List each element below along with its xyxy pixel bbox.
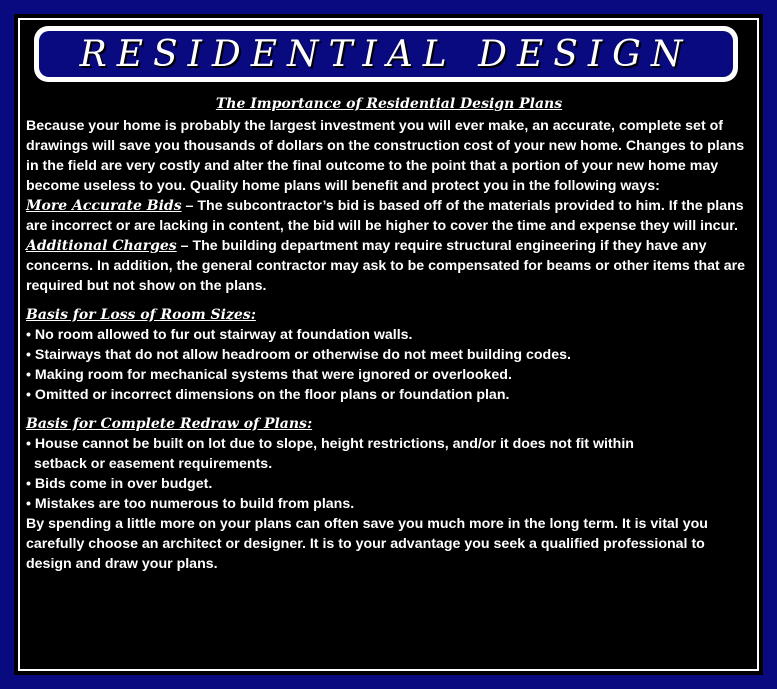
list-item: • Making room for mechanical systems that were ignored or overlooked. — [26, 367, 512, 383]
closing-paragraph: By spending a little more on your plans can often save you much more in the long term. It is vital you carefully choose an architect or designer. It is to your advantage you seek a qualified professional to design and draw your plans. — [26, 516, 708, 572]
list-item: • House cannot be built on lot due to slope, height restrictions, and/or it does not fit within — [26, 436, 634, 452]
list-item-continuation: setback or easement requirements. — [34, 456, 273, 472]
list-item: • Bids come in over budget. — [26, 476, 213, 492]
intro-paragraph: Because your home is probably the largest investment you will ever make, an accurate, complete set of drawings will save you thousands of dollars on the construction cost of your new home. Changes to plans in the field are very costly and alter the final outcome to the point that a portion of your new home may become useless to you. Quality home plans will benefit and protect you in the following ways: — [26, 118, 745, 194]
title-banner — [34, 26, 738, 82]
redraw-title: Basis for Complete Redraw of Plans: — [26, 416, 313, 432]
main-content — [26, 94, 752, 574]
page-title: RESIDENTIAL DESIGN — [79, 33, 693, 75]
bids-section — [26, 196, 752, 236]
bids-text: – The subcontractor’s bid is based off of the materials provided to him. If the plans are incorrect or are lacking in content, the bid will be higher to cover the time and expense they will incur. — [26, 198, 744, 234]
list-item: • Mistakes are too numerous to build from plans. — [26, 496, 355, 512]
list-item: • Stairways that do not allow headroom or otherwise do not meet building codes. — [26, 347, 571, 363]
intro-heading: The Importance of Residential Design Plans — [215, 96, 563, 112]
room-loss-title: Basis for Loss of Room Sizes: — [26, 307, 256, 323]
charges-text: – The building department may require structural engineering if they have any concerns. In addition, the general contractor may ask to be compensated for beams or other items that are required but not show on the plans. — [26, 238, 746, 294]
bids-title: More Accurate Bids — [26, 198, 182, 214]
redraw-section — [26, 414, 752, 514]
charges-title: Additional Charges — [26, 238, 177, 254]
list-item: • No room allowed to fur out stairway at foundation walls. — [26, 327, 413, 343]
room-loss-section — [26, 305, 752, 405]
charges-section — [26, 236, 752, 296]
list-item: • Omitted or incorrect dimensions on the floor plans or foundation plan. — [26, 387, 510, 403]
title-banner-inner — [39, 31, 733, 77]
